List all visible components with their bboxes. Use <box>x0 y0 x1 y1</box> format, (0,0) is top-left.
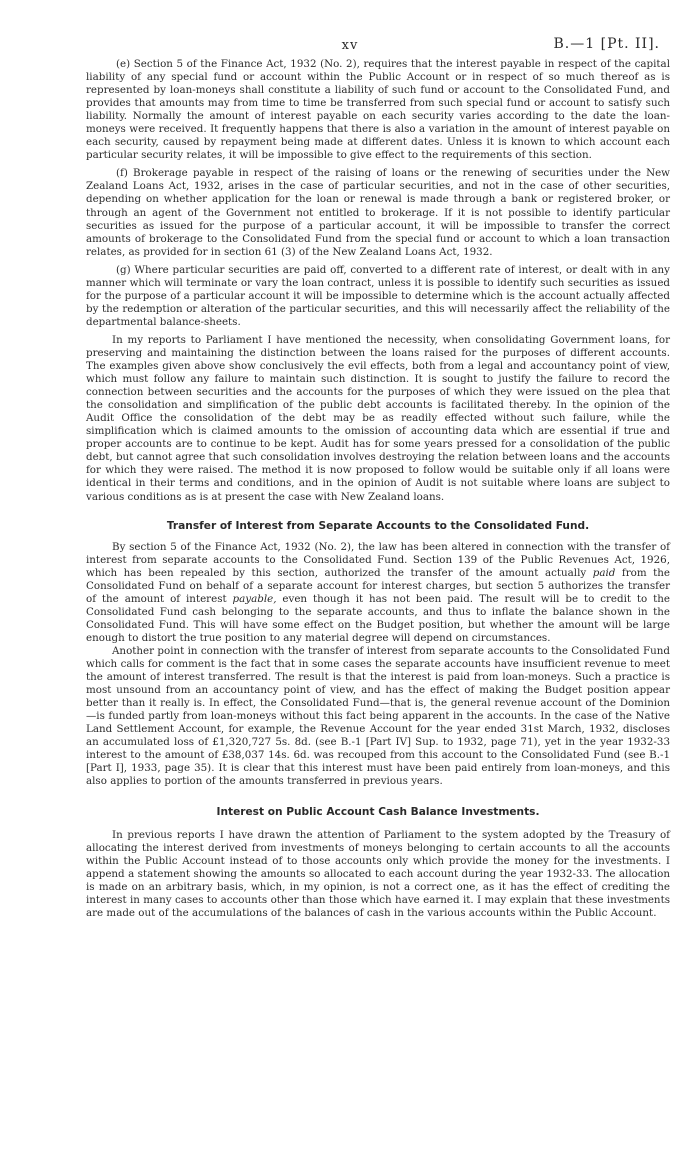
transfer-text-a: By section 5 of the Finance Act, 1932 (No. 2), the law has been altered in connection with the transfer of interest from separate accounts to the Consolidated Fund. Section 139 of the Public Revenues Act, 1926, which has been repealed by this section, authorized the transfer of the amount actually <box>86 540 670 579</box>
paragraph-previous-reports: In previous reports I have drawn the attention of Parliament to the system adopted by the Treasury of allocating the interest derived from investments of moneys belonging to certain accounts to all the accounts within the Public Account instead of to those accounts only which provide the money for the investments. I append a statement showing the amounts so allocated to each account during the year 1932-33. The allocation is made on an arbitrary basis, which, in my opinion, is not a correct one, as it has the effect of crediting the interest in many cases to accounts other than those which have earned it. I may explain that these investments are made out of the accumulations of the balances of cash in the various accounts within the Public Account. <box>86 828 670 919</box>
transfer-paid-italic: paid <box>592 566 616 579</box>
document-body <box>86 58 670 920</box>
transfer-payable-italic: payable, <box>232 592 277 605</box>
transfer-text-c: even though it has not been paid. The result will be to credit to the Consolidated Fund cash belonging to the separate accounts, and thus to inflate the balance shown in the Consolidated Fund. This will have some effect on the Budget position, but whether the amount will be large enough to distort the true position to any material degree will depend on circumstances. <box>86 592 671 644</box>
paragraph-e: (e) Section 5 of the Finance Act, 1932 (No. 2), requires that the interest payable in respect of the capital liability of any special fund or account within the Public Account or in respect of so much thereof as is represented by loan-moneys shall constitute a liability of such fund or account to the Consolidated Fund, and provides that amounts may from time to time be transferred from such special fund or account to satisfy such liability. Normally the amount of interest payable on each security varies according to the date the loan-moneys were received. It frequently happens that there is also a variation in the amount of interest payable on each security, caused by repayment being made at different dates. Unless it is known to which account each particular security relates, it will be impossible to give effect to the requirements of this section. <box>86 58 670 162</box>
document-reference: B.—1 [Pt. II]. <box>553 36 660 52</box>
paragraph-transfer <box>86 541 670 645</box>
page-number: xv <box>341 38 359 53</box>
paragraph-f: (f) Brokerage payable in respect of the raising of loans or the renewing of securities under the New Zealand Loans Act, 1932, arises in the case of particular securities, and not in the case of other securities, depending on whether application for the loan or renewal is made through a bank or registered broker, or through an agent of the Government not entitled to brokerage. If it is not possible to identify particular securities as issued for the purpose of a particular account, it will be impossible to transfer the correct amounts of brokerage to the Consolidated Fund from the special fund or account to which a loan transaction relates, as provided for in section 61 (3) of the New Zealand Loans Act, 1932. <box>86 167 670 258</box>
transfer-text-b: from the Consolidated Fund on behalf of a separate account for interest charges, but section 5 authorizes the transfer of the amount of interest <box>86 566 670 605</box>
section-heading-transfer: Transfer of Interest from Separate Accounts to the Consolidated Fund. <box>166 519 590 532</box>
paragraph-g: (g) Where particular securities are paid off, converted to a different rate of interest, or dealt with in any manner which will terminate or vary the loan contract, unless it is possible to identify such securities as issued for the purpose of a particular account it will be impossible to determine which is the account actually affected by the redemption or alteration of the particular securities, and this will necessarily affect the reliability of the departmental balance-sheets. <box>86 263 670 328</box>
paragraph-another-point: Another point in connection with the transfer of interest from separate accounts to the Consolidated Fund which calls for comment is the fact that in some cases the separate accounts have insufficient revenue to meet the amount of interest transferred. The result is that the interest is paid from loan-moneys. Such a practice is most unsound from an accountancy point of view, and has the effect of making the Budget position appear better than it really is. In effect, the Consolidated Fund—that is, the general revenue account of the Dominion—is funded partly from loan-moneys without this fact being apparent in the accounts. In the case of the Native Land Settlement Account, for example, the Revenue Account for the year ended 31st March, 1932, discloses an accumulated loss of £1,320,727 5s. 8d. (see B.-1 [Part IV] Sup. to 1932, page 71), yet in the year 1932-33 interest to the amount of £38,037 14s. 6d. was recouped from this account to the Consolidated Fund (see B.-1 [Part I], 1933, page 35). It is clear that this interest must have been paid entirely from loan-moneys, and this also applies to portion of the amounts transferred in previous years. <box>86 644 670 788</box>
section-heading-investments: Interest on Public Account Cash Balance Investments. <box>216 806 540 819</box>
paragraph-reports: In my reports to Parliament I have mentioned the necessity, when consolidating Government loans, for preserving and maintaining the distinction between the loans raised for the purposes of different accounts. The examples given above show conclusively the evil effects, both from a legal and accountancy point of view, which must follow any failure to maintain such distinction. It is sought to justify the failure to record the connection between securities and the accounts for the purposes of which they were issued on the plea that the consolidation and simplification of the public debt accounts is facilitated thereby. In the opinion of the Audit Office the consolidation of the debt may be as readily effected without such failure, while the simplification which is claimed amounts to the omission of accounting data which are essential if true and proper accounts are to continue to be kept. Audit has for some years pressed for a consolidation of the public debt, but cannot agree that such consolidation involves destroying the relation between loans and the accounts for which they were raised. The method it is now proposed to follow would be suitable only if all loans were identical in their terms and conditions, and in the opinion of Audit is not suitable where loans are subject to various conditions as is at present the case with New Zealand loans. <box>86 333 670 503</box>
